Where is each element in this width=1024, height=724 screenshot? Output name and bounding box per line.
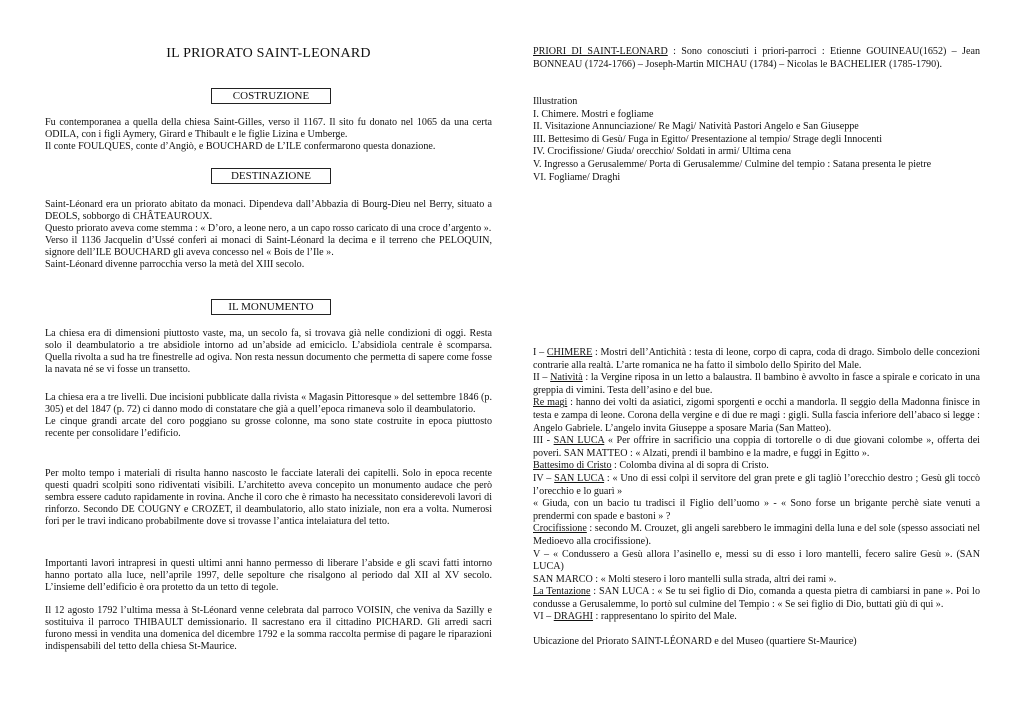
location-footer: Ubicazione del Priorato SAINT-LÉONARD e del Museo (quartiere St-Maurice): [533, 636, 857, 648]
desc-text: : secondo M. Crouzet, gli angeli sarebbero le immagini della luna e del sole (spesso associati nel Medioevo alla crocifissione).: [533, 523, 980, 547]
priori-text: : Sono conosciuti i priori-parroci : Etienne GOUINEAU(1652) – Jean BONNEAU (1724-1766) – Joseph-Martin MICHAU (1784) – Nicolas le BACHELIER (1785-1790).: [533, 46, 980, 70]
desc-label: DRAGHI: [553, 611, 594, 623]
description-item: [533, 549, 980, 574]
monumento-p2: [45, 392, 492, 440]
desc-label: SAN LUCA: [554, 472, 605, 484]
paragraph: Saint-Léonard divenne parrocchia verso la metà del XIII secolo.: [45, 259, 305, 271]
monumento-p1: La chiesa era di dimensioni piuttosto vaste, ma, un secolo fa, si trovava già nelle condizioni di oggi. Resta solo il deambulatorio a tre absidiole intorno ad un’abside ad emiciclo. L’absidiola centrale è scomparsa. Quella rivolta a sud ha tre finestrelle ad ogiva. Non resta nessun documento che permetta di sapere come fosse la navata né se vi fosse un transetto.: [45, 328, 492, 376]
desc-text: « Per offrire in sacrificio una coppia di tortorelle o di due giovani colombe », offerta dei poveri. SAN MATTEO : « Alzati, prendi il bambino e la madre, e fuggi in Egitto ».: [533, 435, 980, 459]
desc-text: : Mostri dell’Antichità : testa di leone, corpo di capra, coda di drago. Simbolo delle concezioni contrarie alla realtà. L’arte romanica ne ha fatto il simbolo dello Spirito del Male.: [533, 347, 980, 371]
illustration-list: [533, 96, 980, 184]
description-item: [533, 347, 980, 372]
desc-text: : Colomba divina al di sopra di Cristo.: [611, 460, 769, 472]
desc-text: : « Uno di essi colpì il servitore del gran prete e gli tagliò l’orecchio destro ; Gesù gli toccò l’orecchio e lo guarì »: [533, 472, 980, 497]
description-item: [533, 523, 980, 548]
description-item: [533, 397, 980, 435]
desc-text: V – « Condussero a Gesù allora l’asinello e, messi su di esso i loro mantelli, fecero salire Gesù ». (SAN LUCA): [533, 548, 980, 573]
illustration-item: IV. Crocifissione/ Giuda/ orecchio/ Soldati in armi/ Ultima cena: [533, 146, 791, 158]
description-item: [533, 473, 980, 498]
priori-label: PRIORI DI SAINT-LEONARD: [533, 46, 668, 57]
monumento-p3: Per molto tempo i materiali di risulta hanno nascosto le facciate laterali dei capitelli. Solo in epoca recente questi quadri scolpiti sono ridiventati visibili. L’architetto aveva concepito un monumento audace che però sembra essere caduto rapidamente in rovina. Anche il coro che è rimasto ha necessitato considerevoli lavori di rinforzo. Secondo DE COUGNY e CROZET, il deambulatorio, allo stato iniziale, non era a volta. Numerosi fori per le travi indicano probabilmente dove si trovasse l’antica intelaiatura del tetto.: [45, 468, 492, 528]
description-item: [533, 372, 980, 397]
desc-label: Re magi: [533, 397, 568, 409]
paragraph: Saint-Léonard era un priorato abitato da monaci. Dipendeva dall’Abbazia di Bourg-Dieu nel Berry, situato a DEOLS, sobborgo di CHÂTEAUROUX.: [45, 199, 492, 223]
desc-prefix: II –: [533, 372, 551, 384]
description-item: [533, 574, 980, 587]
section-label-monumento: IL MONUMENTO: [211, 299, 331, 315]
spacer: [533, 624, 980, 636]
illustration-heading: Illustration: [533, 96, 578, 107]
desc-label: Battesimo di Cristo: [533, 460, 612, 472]
section-label-costruzione: COSTRUZIONE: [211, 88, 331, 104]
paragraph: Questo priorato aveva come stemma : « D’oro, a leone nero, a un capo rosso caricato di una croce d’argento ».: [45, 223, 492, 235]
desc-prefix: III -: [533, 435, 554, 447]
desc-text: : SAN LUCA : « Se tu sei figlio di Dio, comanda a questa pietra di cambiarsi in pane ». Poi lo condusse a Gerusalemme, lo portò sul culmine del Tempio : « Se sei figlio di Dio, buttati giù di qui ».: [533, 586, 980, 610]
illustration-item: V. Ingresso a Gerusalemme/ Porta di Gerusalemme/ Culmine del tempio : Satana presenta le pietre: [533, 158, 932, 170]
desc-text: « Giuda, con un bacio tu tradisci il Figlio dell’uomo » - « Sono forse un brigante perchè siate venuti a prendermi con spade e bastoni » ?: [533, 498, 980, 522]
illustration-item: I. Chimere. Mostri e fogliame: [533, 108, 654, 120]
description-item: [533, 611, 980, 624]
paragraph: La chiesa era a tre livelli. Due incisioni pubblicate dalla rivista « Magasin Pittoresque » del settembre 1846 (p. 305) et del 1847 (p. 72) ci danno modo di constatare che già a quell’epoca rimaneva solo il deambulatorio.: [45, 392, 492, 416]
desc-label: Crocifissione: [533, 523, 587, 535]
desc-label: SAN LUCA: [553, 435, 605, 447]
desc-label: CHIMERE: [546, 347, 593, 358]
desc-text: : rappresentano lo spirito del Male.: [593, 611, 737, 623]
paragraph: Verso il 1136 Jacquelin d’Ussé conferì ai monaci di Saint-Léonard la decima e il terreno che PELOQUIN, signore dell’ILE BOUCHARD gli aveva concesso nel « Bois de l’Ile ».: [45, 235, 492, 259]
destinazione-text: [45, 199, 492, 272]
desc-text: SAN MARCO : « Molti stesero i loro mantelli sulla strada, altri dei rami ».: [533, 573, 837, 585]
illustration-item: II. Visitazione Annunciazione/ Re Magi/ Natività Pastori Angelo e San Giuseppe: [533, 121, 859, 133]
paragraph: Fu contemporanea a quella della chiesa Saint-Gilles, verso il 1167. Il sito fu donato nel 1065 da una certa ODILA, con i figli Aymery, Girard e Thibault e le figlie Lizina e Umberge.: [45, 117, 492, 141]
monumento-p5: Il 12 agosto 1792 l’ultima messa à St-Léonard venne celebrata dal parroco VOISIN, che veniva da Sazilly e sostituiva il parroco THIBAULT demissionario. Il sacrestano era il cittadino PICHARD. Gli arredi sacri furono messi in vendita una domenica del dicembre 1792 e la somma raccolta permise di pagare le riparazioni indispensabili del tetto della chiesa St-Maurice.: [45, 605, 492, 653]
desc-prefix: IV –: [533, 472, 555, 484]
desc-text: : hanno dei volti da asiatici, zigomi sporgenti e occhi a mandorla. Il seggio della Madonna finisce in testa e zampa di leone. Corona della vergine e di due re magi : gigli. Sulla fascia inferiore dell’abaco si legge : Angelo Gabriele. L’angelo invita Giuseppe a sposare Maria (San Matteo).: [533, 397, 980, 434]
desc-label: La Tentazione: [533, 586, 591, 598]
page-title: IL PRIORATO SAINT-LEONARD: [166, 46, 371, 61]
priori-paragraph: [533, 46, 980, 71]
description-item: [533, 498, 980, 523]
illustration-item: III. Bettesimo di Gesù/ Fuga in Egitto/ Presentazione al tempio/ Strage degli Innocenti: [533, 133, 882, 145]
illustration-item: VI. Fogliame/ Draghi: [533, 171, 621, 183]
desc-label: Natività: [550, 372, 583, 384]
desc-text: : la Vergine riposa in un letto a balaustra. Il bambino è avvolto in fasce a spirale e coricato in una greppia di vimini. Testa dell’asino e del bue.: [533, 372, 980, 396]
descriptions: [533, 347, 980, 649]
description-item: [533, 435, 980, 460]
description-item: [533, 460, 980, 473]
description-item: [533, 586, 980, 611]
section-label-destinazione: DESTINAZIONE: [211, 168, 331, 184]
monumento-p4: Importanti lavori intrapresi in questi ultimi anni hanno permesso di liberare l’abside e gli scavi fatti intorno hanno portato alla luce, nell’aprile 1997, delle sepolture che risalgono al periodo dal XII al XV secolo. L’insieme dell’edificio è ora protetto da un tetto di tegole.: [45, 558, 492, 594]
desc-prefix: I –: [533, 347, 547, 358]
paragraph: Le cinque grandi arcate del coro poggiano su grosse colonne, ma sono state costruite in epoca piuttosto recente per consolidare l’edificio.: [45, 416, 492, 440]
paragraph: Il conte FOULQUES, conte d’Angiò, e BOUCHARD de L’ILE confermarono questa donazione.: [45, 141, 436, 153]
desc-prefix: VI –: [533, 611, 554, 623]
costruzione-text: [45, 117, 492, 153]
